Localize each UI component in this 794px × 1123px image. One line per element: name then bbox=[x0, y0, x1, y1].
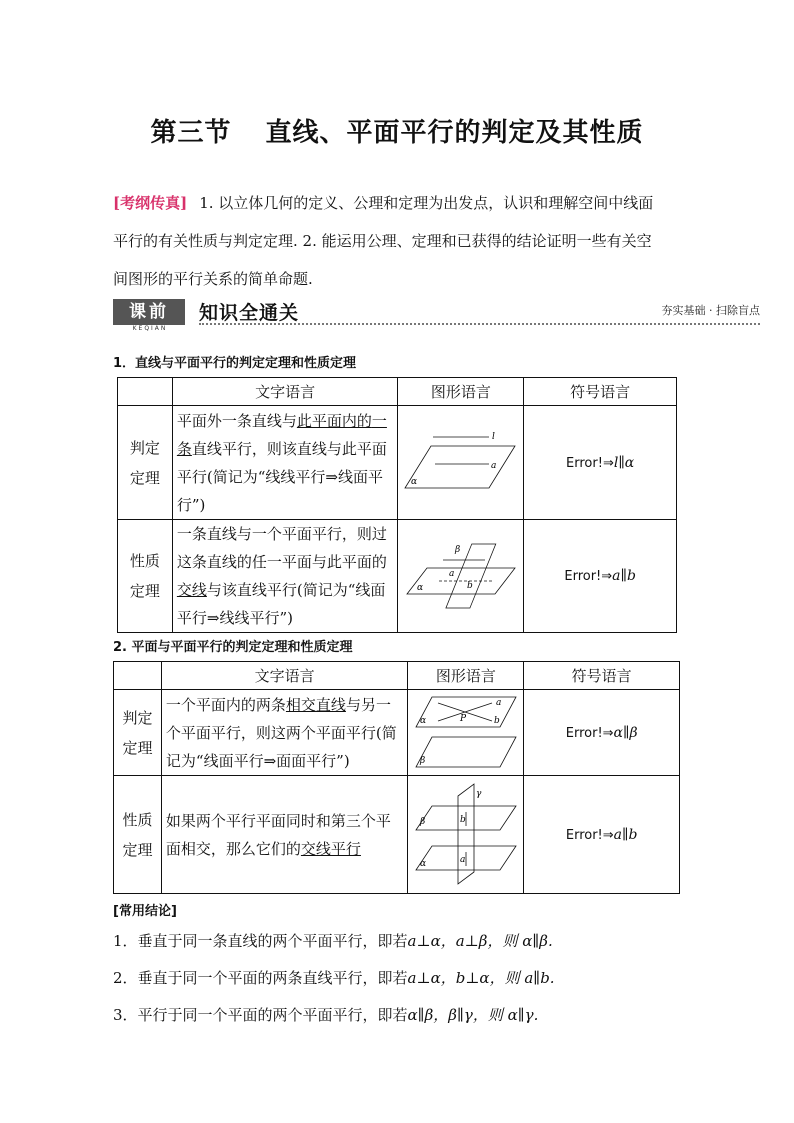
table-row bbox=[118, 406, 677, 520]
theorem-text: 一个平面内的两条相交直线与另一个平面平行，则这两个平面平行(简记为“线面平行⇒面面平行”) bbox=[161, 690, 407, 776]
fig-label: a bbox=[448, 569, 455, 579]
banner-divider bbox=[199, 323, 760, 325]
plane-parallel-criterion-figure bbox=[408, 690, 524, 776]
intro-paragraph bbox=[113, 184, 693, 298]
table-row bbox=[114, 776, 680, 894]
header-symbol-language: 符号语言 bbox=[524, 378, 677, 406]
syllabus-tag: [考纲传真] bbox=[113, 194, 188, 212]
header-text-language: 文字语言 bbox=[161, 662, 407, 690]
header-text-language: 文字语言 bbox=[172, 378, 397, 406]
conclusion-item: 1．垂直于同一条直线的两个平面平行，即若a⊥α，a⊥β，则 α∥β. bbox=[113, 932, 553, 950]
header-figure-language: 图形语言 bbox=[398, 378, 524, 406]
row-label: 判定 定理 bbox=[114, 690, 162, 776]
banner-pinyin: KEQIAN bbox=[132, 325, 168, 332]
page-title bbox=[0, 112, 794, 149]
row-label: 性质 定理 bbox=[118, 520, 173, 633]
table-header-row bbox=[114, 662, 680, 690]
banner-motto: 夯实基础 · 扫除盲点 bbox=[661, 304, 760, 317]
fig-label: γ bbox=[475, 788, 482, 799]
line-plane-parallel-table bbox=[117, 377, 677, 633]
section-1-title: 1．直线与平面平行的判定定理和性质定理 bbox=[113, 356, 357, 371]
fig-label: P bbox=[459, 713, 466, 724]
conclusion-item: 2．垂直于同一个平面的两条直线平行，即若a⊥α，b⊥α，则 a∥b. bbox=[113, 969, 555, 987]
section-2-title: 2. 平面与平面平行的判定定理和性质定理 bbox=[113, 640, 353, 655]
symbol-cell: Error!⇒a∥b bbox=[524, 776, 680, 894]
title-topic: 直线、平面平行的判定及其性质 bbox=[265, 118, 644, 148]
table-header-row bbox=[118, 378, 677, 406]
conclusion-item: 3．平行于同一个平面的两个平面平行，即若α∥β，β∥γ，则 α∥γ. bbox=[113, 1006, 539, 1024]
line-parallel-plane-figure bbox=[398, 406, 524, 520]
symbol-cell: Error!⇒l∥α bbox=[524, 406, 677, 520]
row-label: 性质 定理 bbox=[114, 776, 162, 894]
fig-label: b bbox=[493, 715, 500, 726]
header-figure-language: 图形语言 bbox=[408, 662, 524, 690]
fig-label: β bbox=[419, 816, 426, 827]
fig-label: b bbox=[459, 814, 466, 825]
fig-label: α bbox=[410, 476, 417, 487]
fig-label: a bbox=[459, 854, 466, 865]
banner-heading: 知识全通关 bbox=[199, 302, 300, 324]
plane-plane-parallel-table bbox=[113, 661, 680, 894]
fig-label: l bbox=[491, 431, 495, 442]
header-blank bbox=[114, 662, 162, 690]
intro-line-1: 1. 以立体几何的定义、公理和定理为出发点，认识和理解空间中线面 bbox=[199, 194, 654, 212]
fig-label: b bbox=[466, 581, 473, 591]
theorem-text: 一条直线与一个平面平行，则过这条直线的任一平面与此平面的交线与该直线平行(简记为“线面平行⇒线线平行”) bbox=[172, 520, 397, 633]
row-label: 判定 定理 bbox=[118, 406, 173, 520]
fig-label: a bbox=[495, 697, 502, 708]
plane-parallel-property-figure bbox=[408, 776, 524, 894]
theorem-text: 平面外一条直线与此平面内的一条直线平行，则该直线与此平面平行(简记为“线线平行⇒线面平行”) bbox=[172, 406, 397, 520]
fig-label: β bbox=[454, 545, 461, 555]
symbol-cell: Error!⇒α∥β bbox=[524, 690, 680, 776]
plane-intersection-figure bbox=[398, 520, 524, 633]
banner-label: 课前 bbox=[113, 299, 185, 325]
theorem-text: 如果两个平行平面同时和第三个平面相交，那么它们的交线平行 bbox=[161, 776, 407, 894]
fig-label: β bbox=[419, 755, 426, 766]
intro-line-2: 平行的有关性质与判定定理. 2. 能运用公理、定理和已获得的结论证明一些有关空 bbox=[113, 232, 652, 250]
section-banner bbox=[113, 298, 760, 334]
fig-label: α bbox=[419, 858, 426, 869]
fig-label: α bbox=[416, 583, 423, 593]
symbol-cell: Error!⇒a∥b bbox=[524, 520, 677, 633]
fig-label: a bbox=[490, 460, 497, 471]
intro-line-3: 间图形的平行关系的简单命题. bbox=[113, 270, 313, 288]
table-row bbox=[118, 520, 677, 633]
header-blank bbox=[118, 378, 173, 406]
fig-label: α bbox=[419, 715, 426, 726]
conclusions-title: [常用结论] bbox=[113, 904, 177, 919]
header-symbol-language: 符号语言 bbox=[524, 662, 680, 690]
title-section-number: 第三节 bbox=[150, 118, 232, 148]
table-row bbox=[114, 690, 680, 776]
